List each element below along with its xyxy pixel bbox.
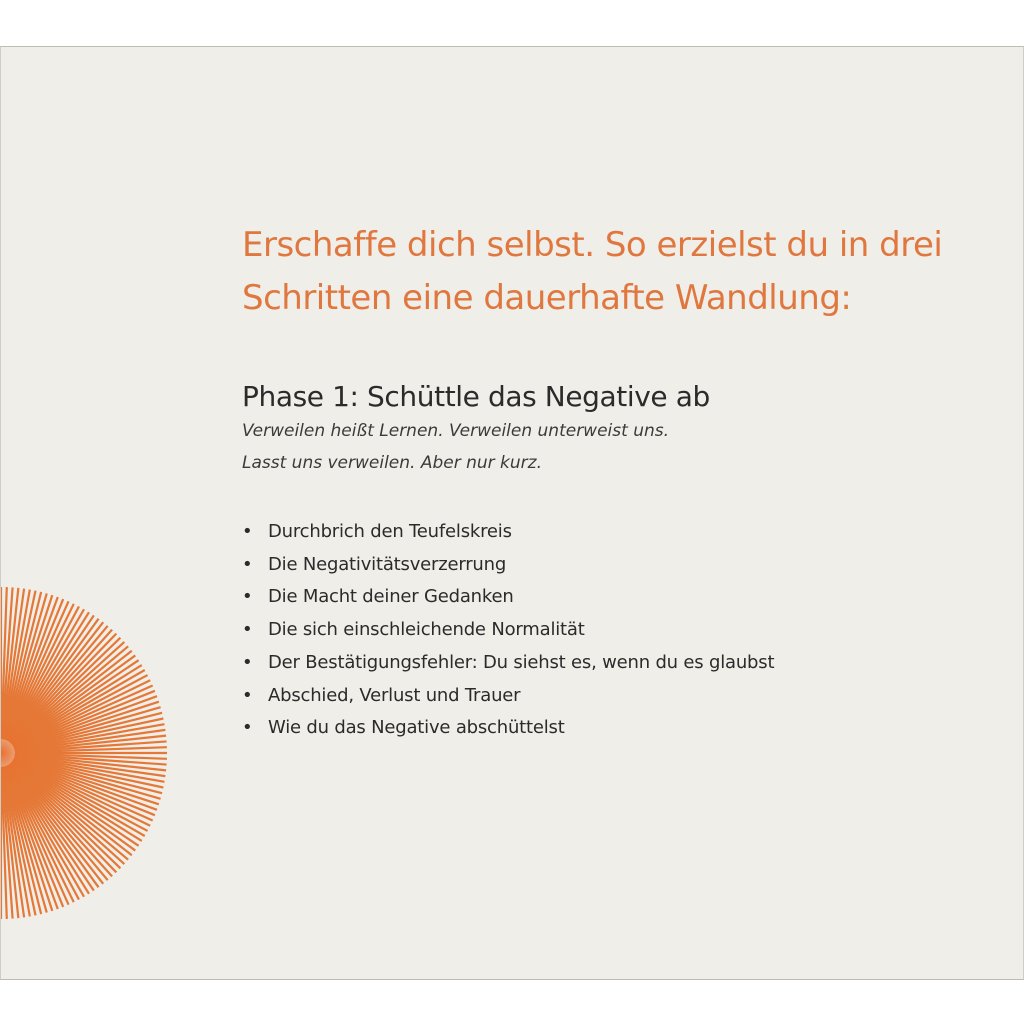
- topic-item: [242, 549, 1002, 582]
- phase-title: Phase 1: Schüttle das Negative ab: [242, 380, 710, 413]
- bullet-icon: •: [242, 553, 253, 575]
- quote-line-2: Lasst uns verweilen. Aber nur kurz.: [242, 453, 542, 473]
- bullet-icon: •: [242, 717, 253, 739]
- topic-label: Wie du das Negative abschüttelst: [268, 717, 565, 739]
- quote-line-1: Verweilen heißt Lernen. Verweilen unterweist uns.: [242, 421, 670, 441]
- bullet-icon: •: [242, 619, 253, 641]
- topic-item: [242, 614, 1002, 647]
- topic-label: Der Bestätigungsfehler: Du siehst es, wenn du es glaubst: [268, 651, 775, 673]
- topic-label: Die Negativitätsverzerrung: [268, 553, 507, 575]
- topic-label: Die Macht deiner Gedanken: [268, 586, 514, 608]
- topic-label: Abschied, Verlust und Trauer: [268, 684, 521, 706]
- bullet-icon: •: [242, 521, 253, 542]
- phase-quote: [242, 415, 1002, 479]
- bullet-icon: •: [242, 586, 253, 608]
- bullet-icon: •: [242, 684, 253, 706]
- book-page: [0, 46, 1024, 980]
- bullet-icon: •: [242, 651, 253, 673]
- topic-list: [242, 516, 1002, 745]
- headline-line-1: Erschaffe dich selbst. So erzielst du in drei: [242, 225, 943, 265]
- topic-label: Durchbrich den Teufelskreis: [268, 521, 512, 542]
- topic-item: [242, 680, 1002, 713]
- content-column: [242, 219, 1002, 745]
- headline: [242, 219, 1002, 325]
- headline-line-2: Schritten eine dauerhafte Wandlung:: [242, 278, 852, 318]
- topic-item: [242, 516, 1002, 549]
- topic-item: [242, 581, 1002, 614]
- topic-item: [242, 647, 1002, 680]
- topic-item: [242, 712, 1002, 745]
- topic-label: Die sich einschleichende Normalität: [268, 619, 585, 641]
